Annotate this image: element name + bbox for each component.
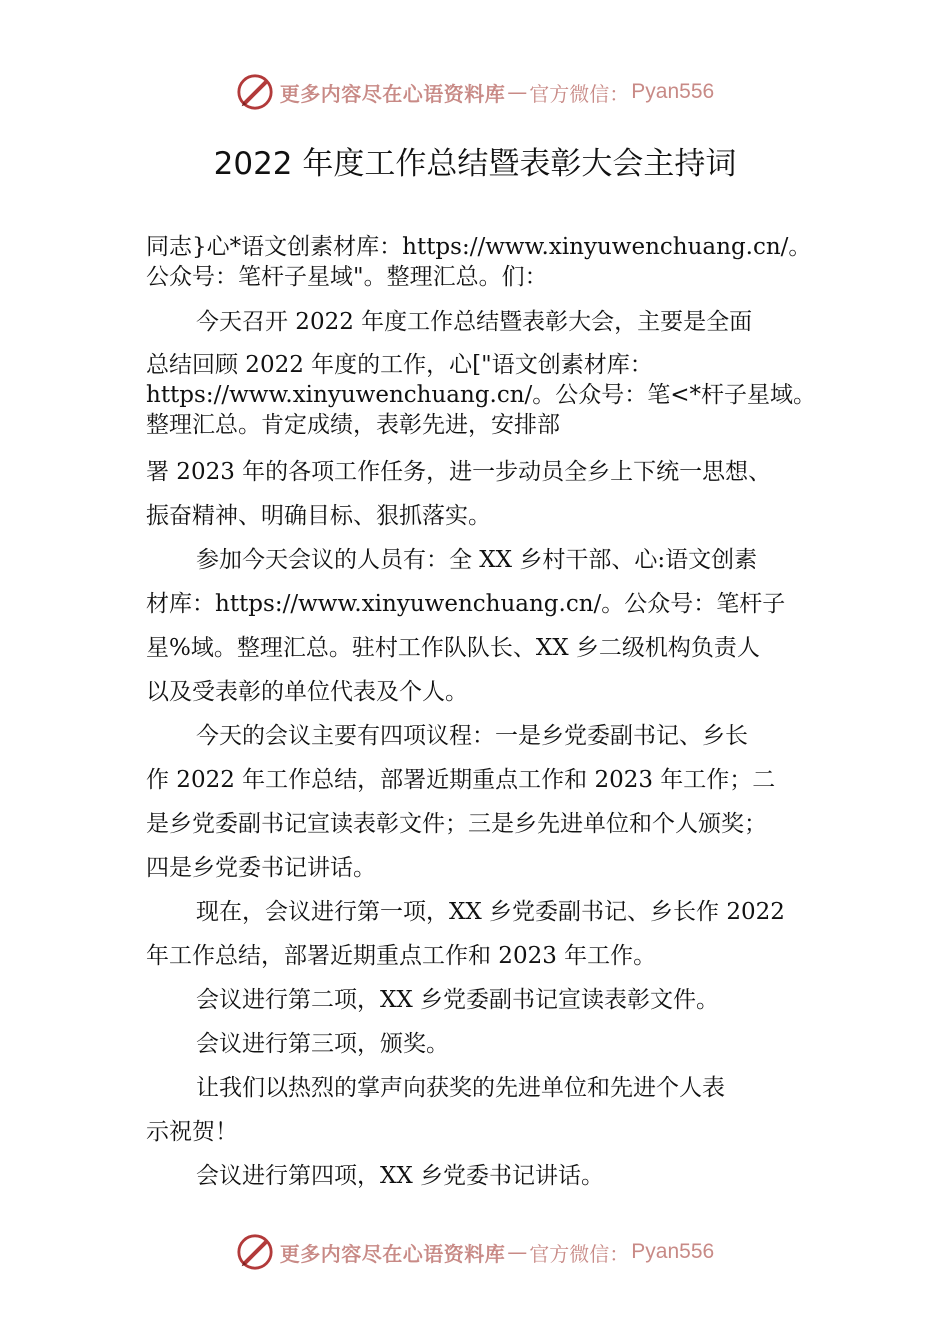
body-line: 以及受表彰的单位代表及个人。 <box>146 679 468 705</box>
header-banner <box>0 68 950 116</box>
body-line: 总结回顾 2022 年度的工作，心["语文创素材库： <box>146 352 653 378</box>
body-line: 作 2022 年工作总结，部署近期重点工作和 2023 年工作；二 <box>146 767 776 793</box>
document-title: 2022 年度工作总结暨表彰大会主持词 <box>213 146 737 182</box>
body-line: 会议进行第四项，XX 乡党委书记讲话。 <box>196 1163 605 1189</box>
footer-banner <box>0 1228 950 1276</box>
body-line: 会议进行第二项，XX 乡党委副书记宣读表彰文件。 <box>196 987 720 1013</box>
body-line: 现在，会议进行第一项，XX 乡党委副书记、乡长作 2022 <box>196 899 785 925</box>
body-line: 参加今天会议的人员有：全 XX 乡村干部、心:语文创素 <box>196 547 758 573</box>
body-line: https://www.xinyuwenchuang.cn/。公众号：笔<*杆子星域。 <box>146 382 817 408</box>
body-line: 振奋精神、明确目标、狠抓落实。 <box>146 503 491 529</box>
body-line: 今天的会议主要有四项议程：一是乡党委副书记、乡长 <box>196 723 748 749</box>
banner-brand-text: 更多内容尽在心语资料库 <box>279 81 506 106</box>
body-line: 星%域。整理汇总。驻村工作队队长、XX 乡二级机构负责人 <box>146 635 760 661</box>
banner-separator: — <box>507 1240 528 1264</box>
body-line: 让我们以热烈的掌声向获奖的先进单位和先进个人表 <box>196 1075 725 1101</box>
body-line: 是乡党委副书记宣读表彰文件；三是乡先进单位和个人颁奖； <box>146 811 767 837</box>
banner-wechat-id: Pyan556 <box>631 1240 715 1263</box>
banner-brand-text: 更多内容尽在心语资料库 <box>279 1241 506 1266</box>
body-line: 示祝贺！ <box>146 1119 238 1145</box>
pen-logo-icon <box>236 73 274 111</box>
banner-wechat-label: 官方微信： <box>529 1241 630 1266</box>
banner-separator: — <box>507 80 528 104</box>
body-line: 同志}心*语文创素材库：https://www.xinyuwenchuang.cn/。 <box>146 234 812 260</box>
body-line: 公众号：笔杆子星域"。整理汇总。们： <box>146 264 548 290</box>
document-body <box>146 232 836 1198</box>
body-line: 今天召开 2022 年度工作总结暨表彰大会，主要是全面 <box>196 309 753 335</box>
banner-wechat-id: Pyan556 <box>631 80 715 103</box>
body-line: 会议进行第三项，颁奖。 <box>196 1031 449 1057</box>
body-line: 材库：https://www.xinyuwenchuang.cn/。公众号：笔杆子 <box>146 591 786 617</box>
body-line: 署 2023 年的各项工作任务，进一步动员全乡上下统一思想、 <box>146 459 772 485</box>
body-line: 年工作总结，部署近期重点工作和 2023 年工作。 <box>146 943 657 969</box>
body-line: 整理汇总。肯定成绩，表彰先进，安排部 <box>146 412 560 438</box>
body-line: 四是乡党委书记讲话。 <box>146 855 376 881</box>
banner-wechat-label: 官方微信： <box>529 81 630 106</box>
pen-logo-icon <box>236 1233 274 1271</box>
